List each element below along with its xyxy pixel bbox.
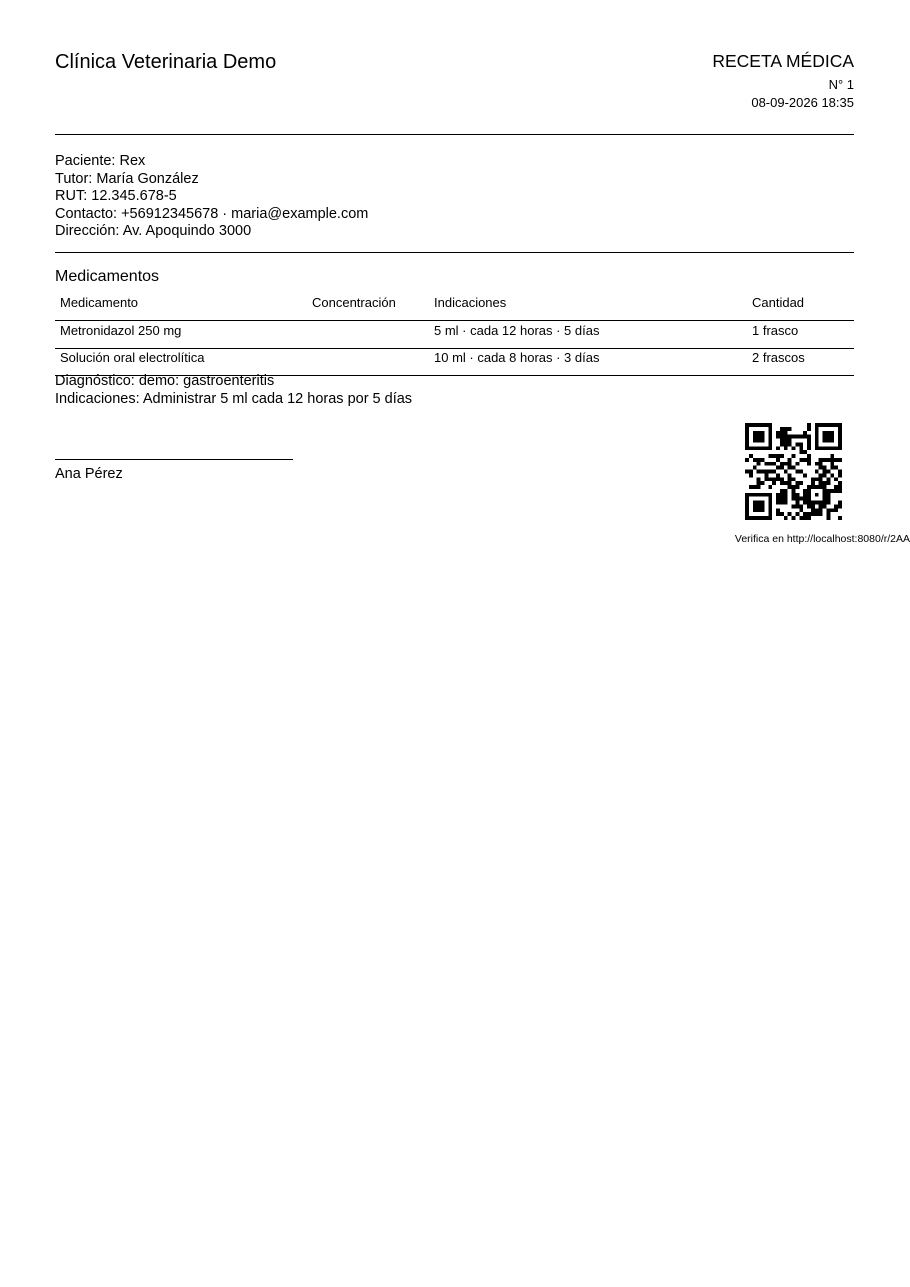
signature-line (55, 459, 293, 460)
table-row-divider (55, 348, 854, 349)
patient-divider (55, 252, 854, 253)
diagnosis-text: Diagnóstico: demo: gastroenteritis (55, 373, 275, 389)
table-row-divider (55, 320, 854, 321)
indications-cell: 5 ml · cada 12 horas · 5 días (434, 323, 600, 338)
quantity-cell: 1 frasco (752, 323, 799, 338)
patient-contact: Contacto: +56912345678 · maria@example.com (55, 206, 369, 222)
prescription-datetime: 08-09-2026 18:35 (751, 95, 854, 110)
clinic-name: Clínica Veterinaria Demo (55, 51, 277, 73)
medication-cell: Solución oral electrolítica (60, 350, 205, 365)
patient-tutor: Tutor: María González (55, 171, 199, 187)
patient-address: Dirección: Av. Apoquindo 3000 (55, 223, 252, 239)
indications-text: Indicaciones: Administrar 5 ml cada 12 horas por 5 días (55, 391, 413, 407)
quantity-cell: 2 frascos (752, 350, 805, 365)
qr-code-icon (745, 423, 842, 520)
column-header-concentration: Concentración (312, 295, 396, 310)
prescription-number: N° 1 (828, 77, 854, 92)
patient-name: Paciente: Rex (55, 153, 146, 169)
header-divider (55, 134, 854, 135)
medications-heading: Medicamentos (55, 268, 160, 285)
column-header-quantity: Cantidad (752, 295, 805, 310)
patient-rut: RUT: 12.345.678-5 (55, 188, 177, 204)
document-title: RECETA MÉDICA (712, 51, 854, 71)
medication-cell: Metronidazol 250 mg (60, 323, 182, 338)
signer-name: Ana Pérez (55, 466, 123, 482)
column-header-indications: Indicaciones (434, 295, 507, 310)
indications-cell: 10 ml · cada 8 horas · 3 días (434, 350, 600, 365)
verification-link[interactable]: Verifica en http://localhost:8080/r/2AA (734, 533, 910, 545)
column-header-medication: Medicamento (60, 295, 139, 310)
